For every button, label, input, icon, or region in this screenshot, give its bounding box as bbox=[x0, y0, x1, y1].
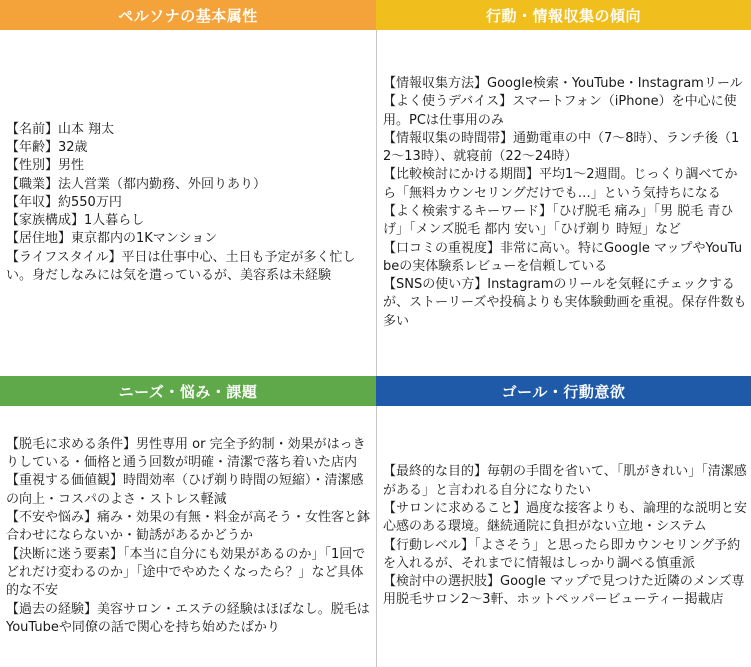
persona-line: 【家族構成】1人暮らし bbox=[6, 213, 145, 229]
persona-body bbox=[0, 30, 376, 376]
needs-body bbox=[0, 406, 376, 667]
goals-line: 【行動レベル】「よさそう」と思ったら即カウンセリング予約を入れるが、それまでに情報はしっかり調べる慎重派 bbox=[383, 537, 741, 571]
behavior-line: 【情報収集の時間帯】通勤電車の中（7〜8時）、ランチ後（12〜13時）、就寝前（22〜24時） bbox=[383, 130, 740, 165]
behavior-line: 【口コミの重視度】非常に高い。特にGoogle マップやYouTubeの実体験系レビューを信頼している bbox=[383, 240, 743, 274]
persona-line: 【性別】男性 bbox=[6, 158, 85, 174]
goals-line: 【検討中の選択肢】Google マップで見つけた近隣のメンズ専用脱毛サロン2〜3軒、ホットペッパービューティー掲載店 bbox=[383, 574, 745, 608]
needs-line: 【過去の経験】美容サロン・エステの経験はほぼなし。脱毛はYouTubeや同僚の話で関心を持ち始めたばかり bbox=[6, 601, 370, 635]
behavior-lines bbox=[383, 75, 747, 331]
needs-line: 【脱毛に求める条件】男性専用 or 完全予約制・効果がはっきりしている・価格と通う回数が明確・清潔で落ち着いた店内 bbox=[6, 436, 366, 471]
behavior-header: 行動・情報収集の傾向 bbox=[376, 0, 751, 30]
persona-line: 【名前】山本 翔太 bbox=[6, 121, 115, 137]
goals-header: ゴール・行動意欲 bbox=[376, 376, 751, 406]
persona-lines bbox=[6, 121, 372, 286]
goals-line: 【サロンに求めること】過度な接客よりも、論理的な説明と安心感のある環境。継続通院に負担がない立地・システム bbox=[383, 500, 748, 535]
goals-line: 【最終的な目的】毎朝の手間を省いて、「肌がきれい」「清潔感がある」と言われる自分になりたい bbox=[383, 464, 747, 498]
goals-body bbox=[376, 406, 751, 667]
needs-header: ニーズ・悩み・課題 bbox=[0, 376, 376, 406]
needs-line: 【重視する価値観】時間効率（ひげ剃り時間の短縮）・清潔感の向上・コスパのよさ・ストレス軽減 bbox=[6, 473, 364, 507]
behavior-line: 【よく使うデバイス】スマートフォン（iPhone）を中心に使用。PCは仕事用のみ bbox=[383, 94, 737, 128]
persona-header: ペルソナの基本属性 bbox=[0, 0, 376, 30]
goals-lines bbox=[383, 463, 747, 609]
persona-line: 【ライフスタイル】平日は仕事中心、土日も予定が多く忙しい。身だしなみには気を遣っているが、美容系は未経験 bbox=[6, 249, 356, 284]
needs-lines bbox=[6, 436, 372, 637]
needs-line: 【決断に迷う要素】「本当に自分にも効果があるのか」「1回でどれだけ変わるのか」「途中でやめたくなったら？」など具体的な不安 bbox=[6, 546, 366, 599]
persona-line: 【年収】約550万円 bbox=[6, 194, 122, 210]
behavior-line: 【比較検討にかける期間】平均1〜2週間。じっくり調べてから「無料カウンセリングだけでも…」という気持ちになる bbox=[383, 167, 738, 201]
behavior-line: 【よく検索するキーワード】「ひげ脱毛 痛み」「男 脱毛 青ひげ」「メンズ脱毛 都内 安い」「ひげ剃り 時短」など bbox=[383, 204, 734, 238]
behavior-line: 【SNSの使い方】Instagramのリールを気軽にチェックするが、ストーリーズや投稿よりも実体験動画を重視。保存件数も多い bbox=[383, 277, 747, 329]
behavior-body bbox=[376, 30, 751, 376]
behavior-line: 【情報収集方法】Google検索・YouTube・Instagramリール bbox=[383, 75, 743, 91]
needs-line: 【不安や悩み】痛み・効果の有無・料金が高そう・女性客と鉢合わせにならないか・勧誘があるかどうか bbox=[6, 510, 371, 544]
persona-line: 【居住地】東京都内の1Kマンション bbox=[6, 231, 218, 247]
persona-line: 【年齢】32歳 bbox=[6, 139, 88, 155]
persona-line: 【職業】法人営業（都内勤務、外回りあり） bbox=[6, 176, 267, 192]
